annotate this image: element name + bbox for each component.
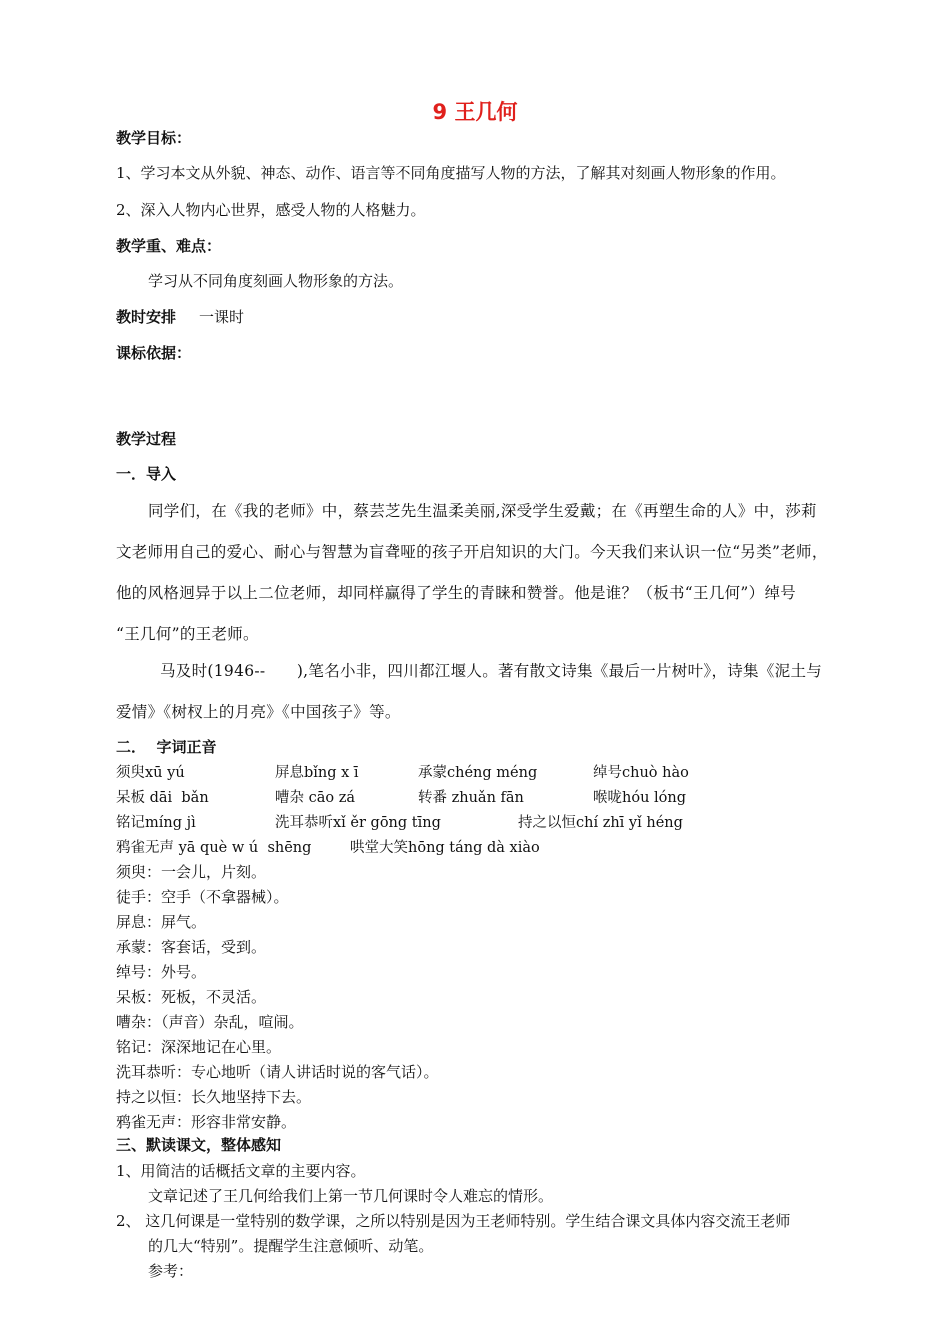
pinyin-entry: 洗耳恭听xǐ ěr gōng tīng <box>275 815 441 831</box>
intro-heading: 一．导入 <box>116 465 177 483</box>
key-points-text: 学习从不同角度刻画人物形象的方法。 <box>148 272 404 290</box>
pinyin-entry: 绰号chuò hào <box>593 765 689 781</box>
intro-line-1: 同学们，在《我的老师》中，蔡芸芝先生温柔美丽,深受学生爱戴；在《再塑生命的人》中，莎莉 <box>148 502 817 520</box>
question-2-line-2: 的几大“特别”。提醒学生注意倾听、动笔。 <box>148 1237 434 1255</box>
page-title: 9 王几何 <box>432 100 518 124</box>
definition-item: 屏息：屏气。 <box>116 913 207 931</box>
definition-item: 绰号：外号。 <box>116 963 207 981</box>
schedule-value: 一课时 <box>199 308 245 326</box>
objective-item-2: 2、深入人物内心世界，感受人物的人格魅力。 <box>116 201 426 219</box>
intro-line-3: 他的风格迥异于以上二位老师，却同样赢得了学生的青睐和赞誉。他是谁？（板书“王几何”）绰号 <box>116 584 797 602</box>
definition-item: 徒手：空手（不拿器械）。 <box>116 888 289 906</box>
definition-item: 嘈杂：（声音）杂乱，喧闹。 <box>116 1013 304 1031</box>
pinyin-entry: 铭记míng jì <box>116 815 196 831</box>
definition-item: 呆板：死板，不灵活。 <box>116 988 267 1006</box>
answer-1: 文章记述了王几何给我们上第一节几何课时令人难忘的情形。 <box>148 1187 554 1205</box>
process-heading: 教学过程 <box>116 430 177 448</box>
key-points-heading: 教学重、难点： <box>116 237 222 255</box>
objective-item-1: 1、学习本文从外貌、神态、动作、语言等不同角度描写人物的方法，了解其对刻画人物形象的作用。 <box>116 164 786 182</box>
pinyin-entry: 嘈杂 cāo zá <box>275 790 355 806</box>
definition-item: 须臾：一会儿，片刻。 <box>116 863 267 881</box>
intro-line-2: 文老师用自己的爱心、耐心与智慧为盲聋哑的孩子开启知识的大门。今天我们来认识一位“另类”老师， <box>116 543 828 561</box>
question-2-line-1: 2、 这几何课是一堂特别的数学课，之所以特别是因为王老师特别。学生结合课文具体内容交流王老师 <box>116 1212 791 1230</box>
pinyin-entry: 喉咙hóu lóng <box>593 790 687 806</box>
definition-item: 鸦雀无声：形容非常安静。 <box>116 1113 297 1131</box>
reference-label: 参考： <box>148 1262 194 1280</box>
pinyin-entry: 鸦雀无声 yā què w ú shēng <box>116 840 312 856</box>
pinyin-entry: 须臾xū yú <box>116 765 185 781</box>
objectives-heading: 教学目标： <box>116 129 192 147</box>
vocab-heading: 二． 字词正音 <box>116 738 217 756</box>
standards-heading: 课标依据： <box>116 344 192 362</box>
definition-item: 持之以恒：长久地坚持下去。 <box>116 1088 312 1106</box>
question-1: 1、用简洁的话概括文章的主要内容。 <box>116 1162 366 1180</box>
pinyin-entry: 屏息bǐng x ī <box>275 765 359 781</box>
schedule-label: 教时安排 <box>116 308 177 326</box>
pinyin-entry: 哄堂大笑hōng táng dà xiào <box>350 840 540 856</box>
definition-item: 洗耳恭听：专心地听（请人讲话时说的客气话）。 <box>116 1063 439 1081</box>
definition-item: 铭记：深深地记在心里。 <box>116 1038 282 1056</box>
pinyin-entry: 持之以恒chí zhī yǐ héng <box>518 815 683 831</box>
author-line-2: 爱情》《树杈上的月亮》《中国孩子》等。 <box>116 703 401 721</box>
reading-heading: 三、默读课文，整体感知 <box>116 1136 282 1154</box>
pinyin-entry: 转番 zhuǎn fān <box>418 790 524 806</box>
pinyin-entry: 呆板 dāi bǎn <box>116 790 209 806</box>
definition-item: 承蒙：客套话，受到。 <box>116 938 267 956</box>
pinyin-entry: 承蒙chéng méng <box>418 765 538 781</box>
intro-line-4: “王几何”的王老师。 <box>116 625 259 643</box>
author-line-1: 马及时(1946-- ),笔名小非，四川都江堰人。著有散文诗集《最后一片树叶》，诗集《泥土与 <box>160 662 823 680</box>
